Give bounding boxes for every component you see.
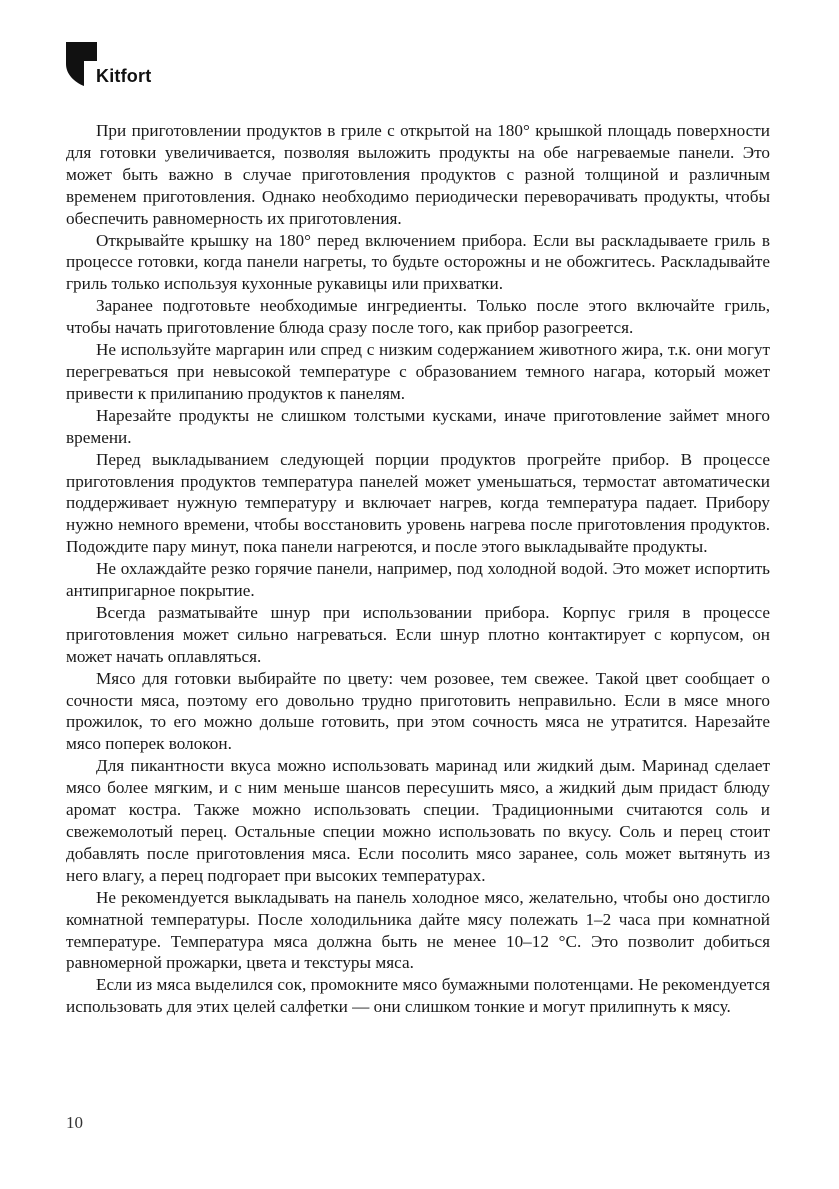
- paragraph-no-margarine: Не используйте маргарин или спред с низким содержанием животного жира, т.к. они могут перегреваться при невысокой температуре с образованием темного нагара, который может привести к прилипанию продуктов к панелям.: [66, 340, 770, 403]
- paragraph-marinade-spices: Для пикантности вкуса можно использовать маринад или жидкий дым. Маринад сделает мясо более мягким, и с ним меньше шансов пересушить мясо, а жидкий дым придаст блюду аромат костра. Также можно использовать специи. Традиционными считаются соль и свежемолотый перец. Остальные специи можно использовать по вкусу. Соль и перец стоит добавлять после приготовления мяса. Если посолить мясо заранее, соль может вытянуть из него влагу, а перец подгорает при высоких температурах.: [66, 756, 770, 885]
- paragraph-prepare-ingredients: Заранее подготовьте необходимые ингредиенты. Только после этого включайте гриль, чтобы начать приготовление блюда сразу после того, как прибор разогреется.: [66, 296, 770, 338]
- paragraph-no-sudden-cooling: Не охлаждайте резко горячие панели, например, под холодной водой. Это может испортить антипригарное покрытие.: [66, 559, 770, 601]
- paragraph-room-temperature-meat: Не рекомендуется выкладывать на панель холодное мясо, желательно, чтобы оно достигло комнатной температуры. После холодильника дайте мясу полежать 1–2 часа при комнатной температуре. Температура мяса должна быть не менее 10–12 °C. Это позволит добиться равномерной прожарки, цвета и текстуры мяса.: [66, 887, 770, 973]
- brand-logo: [66, 42, 176, 90]
- page-body-text: [66, 120, 770, 1018]
- page-number: 10: [66, 1113, 83, 1132]
- paragraph-open-lid-before-start: Открывайте крышку на 180° перед включением прибора. Если вы раскладываете гриль в процессе готовки, когда панели нагреты, то будьте осторожны и не обожгитесь. Раскладывайте гриль только используя кухонные рукавицы или прихватки.: [66, 230, 770, 294]
- kitfort-logo-icon: [66, 42, 100, 86]
- paragraph-cut-pieces: Нарезайте продукты не слишком толстыми кусками, иначе приготовление займет много времени.: [66, 405, 770, 447]
- brand-name: Kitfort: [96, 66, 152, 86]
- paragraph-grill-open-180: При приготовлении продуктов в гриле с открытой на 180° крышкой площадь поверхности для готовки увеличивается, позволяя выложить продукты на обе нагреваемые панели. Это может быть важно в случае приготовления продуктов с разной толщиной и различным временем приготовления. Однако необходимо периодически переворачивать продукты, чтобы обеспечить равномерность их приготовления.: [66, 121, 770, 228]
- paragraph-choose-meat: Мясо для готовки выбирайте по цвету: чем розовее, тем свежее. Такой цвет сообщает о сочности мяса, поэтому его довольно трудно приготовить неправильно. Если в мясе много прожилок, то его можно дольше готовить, при этом сочность мяса не утратится. Нарезайте мясо поперек волокон.: [66, 668, 770, 754]
- paragraph-blot-juice: Если из мяса выделился сок, промокните мясо бумажными полотенцами. Не рекомендуется использовать для этих целей салфетки — они слишком тонкие и могут прилипнуть к мясу.: [66, 975, 770, 1017]
- paragraph-unwind-cord: Всегда разматывайте шнур при использовании прибора. Корпус гриля в процессе приготовления может сильно нагреваться. Если шнур плотно контактирует с корпусом, он может начать оплавляться.: [66, 602, 770, 666]
- paragraph-preheat-between-portions: Перед выкладыванием следующей порции продуктов прогрейте прибор. В процессе приготовления продуктов температура панелей может уменьшаться, термостат автоматически поддерживает нужную температуру и включает нагрев, когда температура падает. Прибору нужно немного времени, чтобы восстановить уровень нагрева после приготовления продуктов. Подождите пару минут, пока панели нагреются, и после этого выкладывайте продукты.: [66, 449, 770, 557]
